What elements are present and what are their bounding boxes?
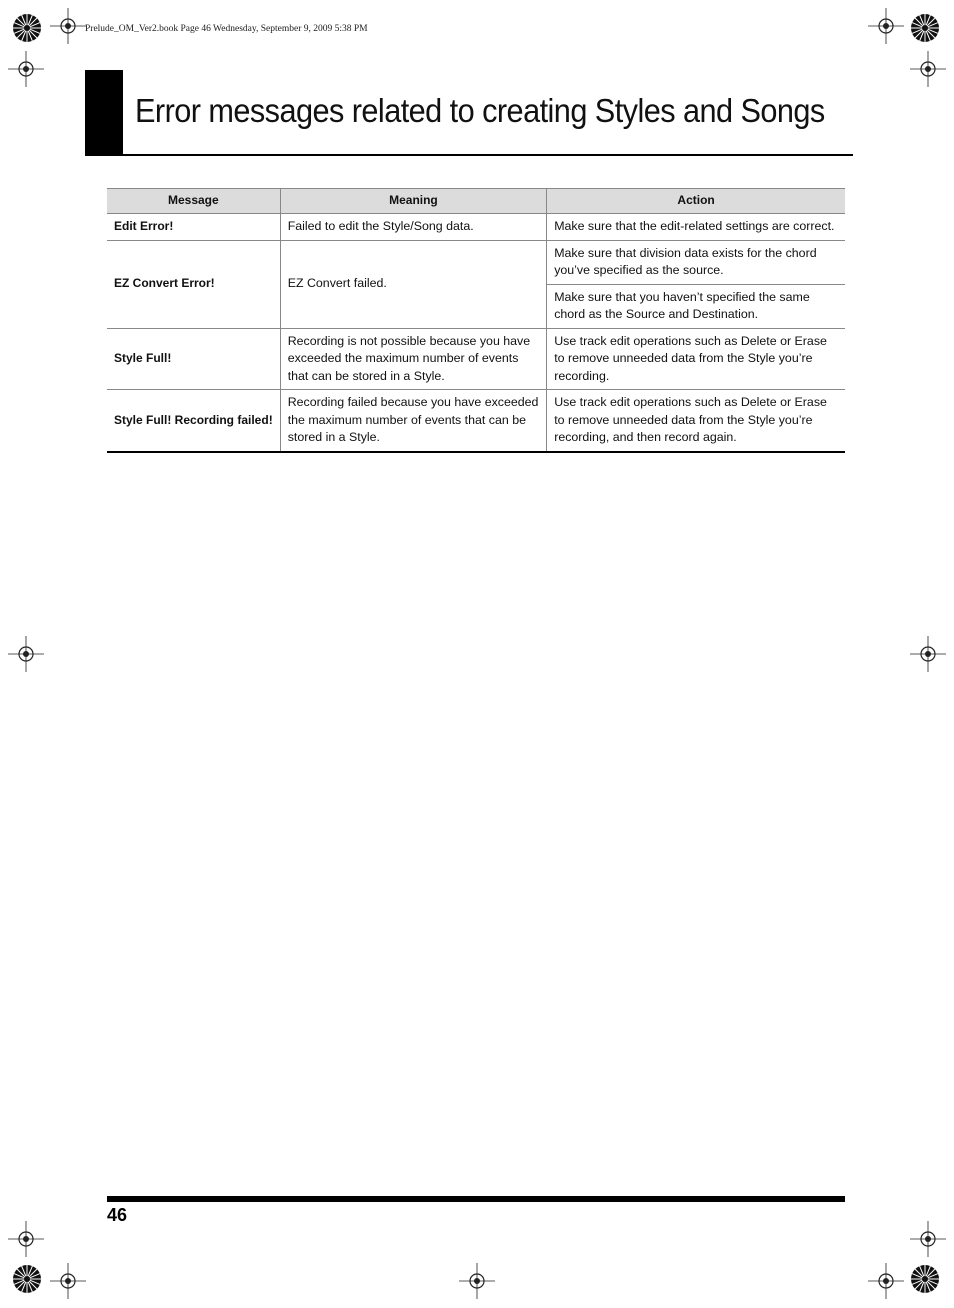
meaning-cell: Recording is not possible because you have exceeded the maximum number of events that can be stored in a Style. [280, 328, 547, 390]
table-row [107, 214, 845, 241]
registration-mark-icon [910, 51, 946, 87]
action-cell: Make sure that division data exists for the chord you’ve specified as the source. [547, 240, 845, 284]
page-title: Error messages related to creating Styles and Songs [135, 92, 825, 129]
action-cell: Make sure that the edit-related settings are correct. [547, 214, 845, 241]
error-messages-table [107, 188, 845, 453]
registration-mark-icon [8, 636, 44, 672]
message-cell: Style Full! [107, 328, 280, 390]
message-cell: Edit Error! [107, 214, 280, 241]
title-bar-accent [85, 70, 123, 156]
table-header-row [107, 189, 845, 214]
registration-mark-icon [910, 636, 946, 672]
registration-mark-icon [8, 51, 44, 87]
action-cell: Make sure that you haven’t specified the same chord as the Source and Destination. [547, 284, 845, 328]
registration-mark-icon [868, 1263, 904, 1299]
starburst-icon [12, 13, 42, 43]
footer-rule [107, 1196, 845, 1202]
table-row [107, 240, 845, 284]
registration-mark-icon [459, 1263, 495, 1299]
registration-mark-icon [8, 1221, 44, 1257]
column-header-message: Message [107, 189, 280, 214]
title-rule [85, 154, 853, 156]
table-row [107, 390, 845, 452]
starburst-icon [910, 13, 940, 43]
meaning-cell: EZ Convert failed. [280, 240, 547, 328]
action-cell: Use track edit operations such as Delete or Erase to remove unneeded data from the Style you’re recording. [547, 328, 845, 390]
page-number: 46 [107, 1205, 128, 1225]
meaning-cell: Failed to edit the Style/Song data. [280, 214, 547, 241]
table-row [107, 328, 845, 390]
registration-mark-icon [910, 1221, 946, 1257]
registration-mark-icon [50, 8, 86, 44]
message-cell: EZ Convert Error! [107, 240, 280, 328]
meaning-cell: Recording failed because you have exceeded the maximum number of events that can be stored in a Style. [280, 390, 547, 452]
registration-mark-icon [868, 8, 904, 44]
column-header-action: Action [547, 189, 845, 214]
registration-mark-icon [50, 1263, 86, 1299]
starburst-icon [12, 1264, 42, 1294]
action-cell: Use track edit operations such as Delete or Erase to remove unneeded data from the Style you’re recording, and then record again. [547, 390, 845, 452]
starburst-icon [910, 1264, 940, 1294]
print-header: Prelude_OM_Ver2.book Page 46 Wednesday, September 9, 2009 5:38 PM [85, 24, 368, 34]
message-cell: Style Full! Recording failed! [107, 390, 280, 452]
column-header-meaning: Meaning [280, 189, 547, 214]
